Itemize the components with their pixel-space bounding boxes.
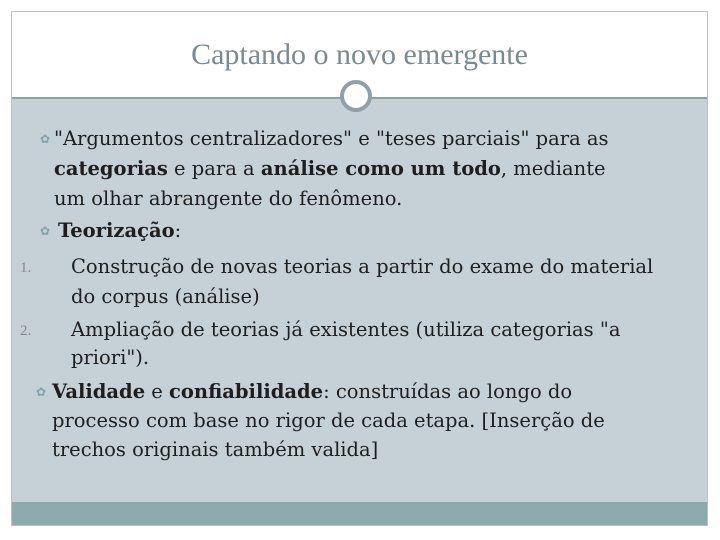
bullet-3-line-3: trechos originais também valida] — [52, 438, 379, 461]
text-span: , mediante — [500, 157, 606, 180]
item-2-line-2: priori"). — [71, 346, 150, 369]
list-number: 1. — [20, 260, 32, 276]
slide-title: Captando o novo emergente — [191, 38, 528, 71]
bullet-2-line — [58, 216, 181, 246]
footer-bar — [12, 502, 707, 525]
list-number: 2. — [20, 323, 32, 339]
bullet-icon: ✿ — [40, 224, 51, 238]
validade-bold: Validade — [52, 380, 146, 403]
bullet-1-line-3: um olhar abrangente do fenômeno. — [54, 187, 403, 210]
bullet-1-line-1: "Argumentos centralizadores" e "teses parciais" para as — [54, 127, 609, 150]
bullet-icon: ✿ — [40, 132, 51, 146]
bullet-icon: ✿ — [36, 385, 47, 399]
text-span: : construídas ao longo do — [323, 380, 573, 403]
bullet-1-line-2 — [54, 154, 606, 184]
item-1-line-1: Construção de novas teorias a partir do exame do material — [71, 255, 654, 278]
text-span: e — [145, 380, 170, 403]
analise-bold: análise como um todo — [260, 157, 501, 180]
bullet-3-line-1 — [52, 377, 572, 407]
text-span: : — [174, 219, 182, 242]
text-span: e para a — [167, 157, 261, 180]
bullet-3-line-2: processo com base no rigor de cada etapa. [Inserção de — [52, 409, 605, 432]
circle-ornament-icon — [340, 80, 372, 112]
item-2-line-1: Ampliação de teorias já existentes (utiliza categorias "a — [71, 318, 621, 341]
confiabilidade-bold: confiabilidade — [169, 380, 324, 403]
teorizacao-bold: Teorização — [58, 219, 175, 242]
categorias-bold: categorias — [54, 157, 168, 180]
item-1-line-2: do corpus (análise) — [71, 285, 260, 308]
